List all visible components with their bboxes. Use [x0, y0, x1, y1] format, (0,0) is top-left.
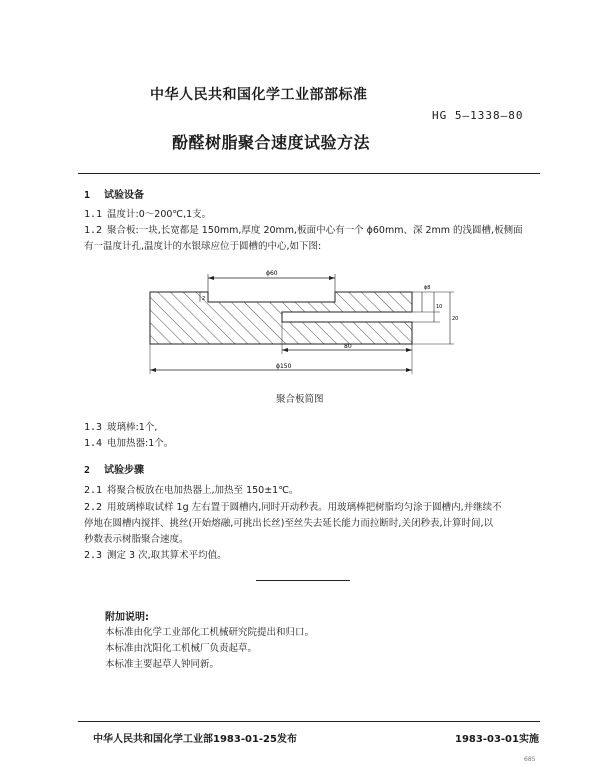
top-divider — [78, 173, 540, 174]
item-text: 将聚合板放在电加热器上,加热至 150±1℃。 — [107, 485, 299, 496]
figure-caption: 聚合板简图 — [276, 394, 324, 405]
item-1-3 — [84, 420, 157, 435]
issue-date: 中华人民共和国化学工业部1983-01-25发布 — [93, 734, 297, 745]
section-1-heading — [84, 186, 144, 201]
item-number: 2.3 — [84, 550, 103, 561]
item-text-line: 聚合板:一块,长宽都是 150mm,厚度 20mm,板面中心有一个 ϕ60mm、深 2mm 的浅圆槽,板侧面 — [107, 225, 523, 236]
item-number: 2.1 — [84, 485, 103, 496]
dim-right-mid-label: 10 — [436, 304, 443, 310]
item-text-line: 用玻璃棒取试样 1g 左右置于圆槽内,同时开动秒表。用玻璃棒把树脂均匀涂于圆槽内,并继续不 — [107, 502, 502, 513]
dim-total-label: ϕ150 — [276, 363, 292, 370]
item-text: 玻璃棒:1个, — [107, 422, 158, 433]
notes-line: 本标准主要起草人钟同新。 — [105, 659, 220, 670]
section-title: 试验步骤 — [104, 465, 144, 476]
item-1-2-continued: 有一温度计孔,温度计的水银球应位于圆槽的中心,如下图: — [84, 241, 322, 252]
dim-depth-label: 2 — [202, 296, 206, 302]
effective-date: 1983-03-01实施 — [455, 734, 539, 745]
notes-line: 本标准由沈阳化工机械厂负责起草。 — [105, 643, 258, 654]
item-2-2-continued-b: 秒数表示树脂聚合速度。 — [84, 534, 189, 545]
item-number: 1.4 — [84, 438, 103, 449]
item-number: 1.1 — [84, 209, 103, 220]
dim-right-top-label: ϕ8 — [424, 285, 431, 291]
item-1-1 — [84, 207, 211, 222]
page-number: 685 — [524, 756, 536, 763]
document-title: 酚醛树脂聚合速度试验方法 — [172, 133, 371, 152]
section-number: 2 — [84, 465, 91, 476]
issuer-heading: 中华人民共和国化学工业部部标准 — [150, 87, 368, 103]
notes-heading: 附加说明: — [105, 612, 149, 623]
dim-right-total-label: 20 — [452, 316, 459, 322]
dim-top-label: ϕ60 — [266, 270, 278, 277]
item-number: 1.2 — [84, 225, 103, 236]
end-divider — [256, 580, 350, 581]
plate-section — [150, 292, 412, 344]
footer-divider — [78, 721, 540, 722]
item-1-2 — [84, 223, 523, 238]
item-number: 2.2 — [84, 502, 103, 513]
standard-code: HG 5—1338—80 — [432, 109, 524, 122]
item-2-3 — [84, 548, 227, 563]
item-1-4 — [84, 436, 173, 451]
section-number: 1 — [84, 190, 91, 201]
section-2-heading — [84, 461, 144, 476]
item-text: 温度计:0～200℃,1支。 — [107, 209, 212, 220]
item-2-1 — [84, 483, 298, 498]
section-title: 试验设备 — [104, 190, 144, 201]
item-number: 1.3 — [84, 422, 103, 433]
item-2-2 — [84, 500, 502, 515]
dim-hole-label: 80 — [344, 343, 352, 350]
item-2-2-continued-a: 停地在圆槽内搅拌、挑丝(开始熔融,可挑出长丝)至丝失去延长能力而拉断时,关闭秒表,计算时间,以 — [84, 518, 493, 529]
notes-line: 本标准由化学工业部化工机械研究院提出和归口。 — [105, 627, 315, 638]
item-text: 电加热器:1个。 — [107, 438, 174, 449]
plate-diagram — [140, 262, 460, 382]
item-text: 测定 3 次,取其算术平均值。 — [107, 550, 227, 561]
